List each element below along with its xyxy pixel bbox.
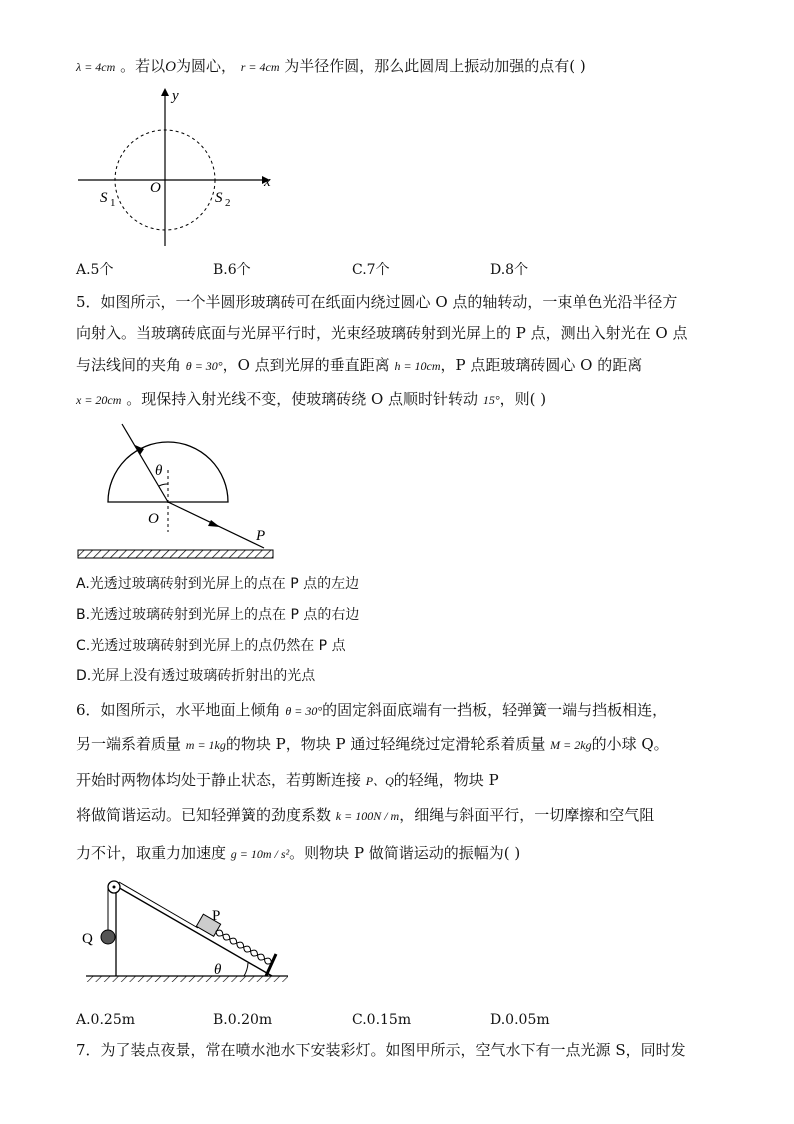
q6-stem-line-3 <box>76 770 499 791</box>
origin-label: O <box>150 180 161 196</box>
Q-label: Q <box>82 931 93 947</box>
q5-stem-line-4 <box>76 389 546 410</box>
math-pq: P、Q <box>365 774 394 788</box>
q5-stem-line-3 <box>76 355 642 376</box>
q4-option-d[interactable]: D.8个 <box>490 262 529 278</box>
math-x: x = 20cm <box>76 393 122 407</box>
q5-option-c[interactable]: C.光透过玻璃砖射到光屏上的点仍然在 P 点 <box>76 638 346 654</box>
q6-stem-line-5 <box>76 843 520 864</box>
s1-label: S <box>100 190 108 206</box>
math-theta: θ = 30° <box>285 704 323 718</box>
text: 的物块 P，物块 P 通过轻绳绕过定滑轮系着质量 <box>225 735 546 753</box>
P-label: P <box>212 908 221 924</box>
text: 开始时两物体均处于静止状态，若剪断连接 <box>76 771 362 789</box>
text: 将做简谐运动。已知轻弹簧的劲度系数 <box>76 806 332 824</box>
q7-stem-line-1: 7．为了装点夜景，常在喷水池水下安装彩灯。如图甲所示，空气水下有一点光源 S，同时发 <box>76 1041 686 1059</box>
q6-option-d[interactable]: D.0.05m <box>490 1012 550 1028</box>
math-h: h = 10cm <box>394 359 441 373</box>
text: 为半径作圆，那么此圆周上振动加强的点有( ) <box>284 57 586 75</box>
math-lambda: λ = 4cm <box>76 60 116 74</box>
P-label: P <box>256 528 266 544</box>
s2-label: S <box>215 190 223 206</box>
text: 的固定斜面底端有一挡板，轻弹簧一端与挡板相连， <box>322 701 668 719</box>
q5-option-b[interactable]: B.光透过玻璃砖射到光屏上的点在 P 点的右边 <box>76 607 360 623</box>
s1-sub: 1 <box>110 197 116 209</box>
q5-stem-line-1: 5．如图所示，一个半圆形玻璃砖可在纸面内绕过圆心 O 点的轴转动，一束单色光沿半径方 <box>76 293 678 311</box>
math-g: g = 10m / s² <box>230 847 290 861</box>
text: 另一端系着质量 <box>76 735 182 753</box>
q4-option-a[interactable]: A.5个 <box>76 262 114 278</box>
q4-figure <box>78 86 278 256</box>
q6-stem-line-4 <box>76 805 654 826</box>
math-m: m = 1kg <box>185 738 226 752</box>
text: 的轻绳，物块 P <box>393 771 499 789</box>
text: ，细绳与斜面平行，一切摩擦和空气阻 <box>399 806 655 824</box>
text: 力不计，取重力加速度 <box>76 844 227 862</box>
text: 。现保持入射光线不变，使玻璃砖绕 O 点顺时针转动 <box>126 390 479 408</box>
theta-label: θ <box>214 962 222 978</box>
q6-option-a[interactable]: A.0.25m <box>76 1012 136 1028</box>
theta-label: θ <box>155 463 163 479</box>
s2-sub: 2 <box>225 197 231 209</box>
q6-option-c[interactable]: C.0.15m <box>352 1012 412 1028</box>
math-theta: θ = 30° <box>185 359 223 373</box>
O-label: O <box>148 511 159 527</box>
math-k: k = 100N / m <box>335 809 400 823</box>
q6-option-b[interactable]: B.0.20m <box>213 1012 273 1028</box>
q6-figure <box>78 872 298 1012</box>
q4-option-c[interactable]: C.7个 <box>352 262 390 278</box>
q6-stem-line-2 <box>76 734 669 755</box>
text: 的小球 Q。 <box>591 735 669 753</box>
q4-stem-line <box>76 56 586 77</box>
q4-option-b[interactable]: B.6个 <box>213 262 251 278</box>
q6-stem-line-1 <box>76 700 667 721</box>
q5-figure <box>78 420 288 570</box>
text: ，P 点距玻璃砖圆心 O 的距离 <box>440 356 643 374</box>
x-axis-label: x <box>264 174 271 190</box>
math-M: M = 2kg <box>550 738 592 752</box>
text: 。则物块 P 做简谐运动的振幅为( ) <box>289 844 521 862</box>
text: 6．如图所示，水平地面上倾角 <box>76 701 281 719</box>
y-axis-label: y <box>172 88 179 104</box>
q5-option-a[interactable]: A.光透过玻璃砖射到光屏上的点在 P 点的左边 <box>76 576 360 592</box>
text: 与法线间的夹角 <box>76 356 182 374</box>
text: ，O 点到光屏的垂直距离 <box>222 356 390 374</box>
q5-stem-line-2: 向射入。当玻璃砖底面与光屏平行时，光束经玻璃砖射到光屏上的 P 点，测出入射光在 O 点 <box>76 324 688 342</box>
math-angle: 15° <box>482 393 500 407</box>
text: 为圆心， <box>175 57 236 75</box>
q5-option-d[interactable]: D.光屏上没有透过玻璃砖折射出的光点 <box>76 668 316 684</box>
text: 。若以 <box>120 57 166 75</box>
math-r: r = 4cm <box>240 60 280 74</box>
text: ，则( ) <box>499 390 547 408</box>
text: O <box>165 59 176 75</box>
